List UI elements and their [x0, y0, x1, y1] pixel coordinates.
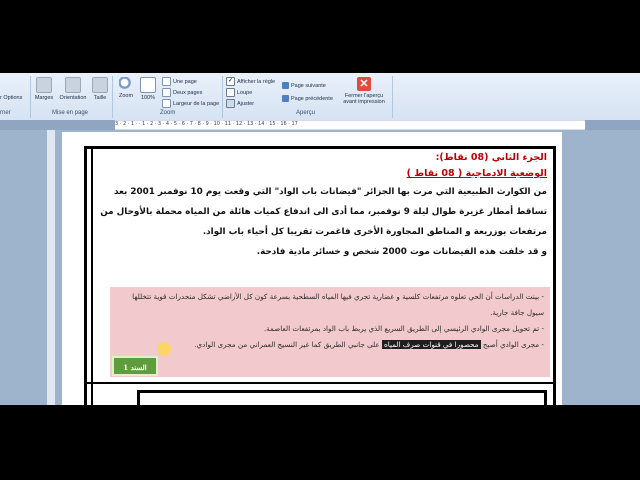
document-body: [97, 150, 547, 262]
adjust-button[interactable]: Ajuster: [226, 99, 254, 108]
horizontal-ruler[interactable]: [0, 120, 640, 130]
one-page-button[interactable]: Une page: [162, 77, 197, 86]
magnifier-checkbox[interactable]: Loupe: [226, 88, 252, 97]
previous-page-button[interactable]: Page précédente: [282, 95, 333, 102]
page-width-button[interactable]: Largeur de la page: [162, 99, 219, 108]
section-heading: الجزء الثاني (08 نقاط):: [435, 152, 547, 163]
arrow-up-icon: [282, 95, 289, 102]
group-separator: [112, 76, 113, 118]
ruler-scale: 3 · 2 · 1 · · 1 · 2 · 3 · 4 · 5 · 6 · 7 · 8 · 9 · 10 · 11 · 12 · 13 · 14 · 15 · 16 · 17: [115, 121, 585, 129]
page-border-left: [84, 146, 87, 405]
arrow-down-icon: [282, 82, 289, 89]
two-pages-icon: [162, 88, 171, 97]
vertical-ruler[interactable]: [47, 130, 55, 405]
support-line-2: - تم تحويل مجرى الوادي الرئيسي إلى الطريق السريع الذي يربط باب الواد بمرتفعات العاصمة.: [263, 324, 544, 333]
page-border-top: [84, 146, 556, 149]
options-button[interactable]: r Options: [0, 95, 23, 101]
shrink-icon: [226, 99, 235, 108]
page-border-right: [553, 146, 556, 405]
support-line-3: - مجرى الوادي أصبح محصورا في قنوات صرف المياه على جانبي الطريق كما غير النسيج العمراني من مجرى الوادي.: [194, 340, 544, 349]
page-border-left-inner: [91, 146, 93, 405]
page-size-icon: [92, 77, 108, 93]
document-page[interactable]: [62, 132, 562, 405]
lower-box-top-border: [137, 390, 547, 393]
print-preview-ribbon: [0, 73, 640, 121]
support-line-1: - بينت الدراسات أن الحي تعلوه مرتفعات كلسية و غضارية تجري فيها المياه السطحية بسرعة كون كل الأراضي تشكل منحدرات قوية تتخللها سيول جافة جارية.: [132, 292, 544, 317]
support-document-button[interactable]: السند 1: [112, 356, 158, 376]
ruler-left-margin: [0, 120, 115, 130]
close-icon: ✕: [357, 77, 371, 91]
group-separator: [30, 76, 31, 118]
lower-box-right-border: [544, 390, 547, 405]
group-separator: [392, 76, 393, 118]
margins-button[interactable]: Marges: [34, 77, 54, 101]
group-label-page-setup: Mise en page: [52, 110, 89, 116]
margins-icon: [36, 77, 52, 93]
support-text-box: [110, 287, 550, 377]
mouse-cursor-highlight: [157, 342, 171, 356]
group-label-preview: Aperçu: [296, 110, 316, 116]
lower-box-left-border: [137, 390, 140, 405]
next-page-button[interactable]: Page suivante: [282, 82, 326, 89]
integration-heading: الوضعية الادماجية ( 08 نقاط ): [406, 168, 547, 179]
page-100-icon: [140, 77, 156, 93]
zoom-100-button[interactable]: 100%: [138, 77, 158, 101]
checkbox-icon: [226, 88, 235, 97]
bottom-letterbox: [0, 405, 640, 480]
main-paragraph: من الكوارث الطبيعية التي مرت بها الجزائر "فيضانات باب الواد" التي وقعت يوم 10 نوفمبر 2001 بعد تساقط أمطار غزيرة طوال ليلة 9 نوفمبر، مما أدى الى اندفاع كميات هائلة من المياه محملة بالأوحال من مرتفعات بوزريعة و المناطق المجاورة الأخرى فاغمرت تقريبا كل أحياء باب الواد.: [100, 187, 547, 237]
page-width-icon: [162, 99, 171, 108]
pink-box-bottom-rule: [84, 382, 556, 384]
orientation-button[interactable]: Orientation: [56, 77, 90, 101]
group-separator: [222, 76, 223, 118]
summary-paragraph: و قد خلفت هذه الفيضانات موت 2000 شخص و خسائر مادية فادحة.: [256, 247, 547, 257]
group-label-zoom: Zoom: [160, 110, 176, 116]
checkmark-icon: ✓: [227, 78, 234, 84]
close-preview-button[interactable]: ✕ Fermer l'aperçu avant impression: [343, 78, 385, 105]
top-letterbox: [0, 0, 640, 73]
show-ruler-checkbox[interactable]: ✓ Afficher la règle: [227, 78, 276, 85]
group-label-printer: rner: [0, 110, 11, 116]
size-button[interactable]: Taille: [90, 77, 110, 101]
highlighted-phrase: محصورا في قنوات صرف المياه: [384, 340, 479, 349]
ruler-right-margin: [585, 120, 640, 130]
zoom-button[interactable]: Zoom: [116, 77, 136, 99]
one-page-icon: [162, 77, 171, 86]
orientation-icon: [65, 77, 81, 93]
magnifier-icon: [119, 77, 133, 91]
two-pages-button[interactable]: Deux pages: [162, 88, 202, 97]
